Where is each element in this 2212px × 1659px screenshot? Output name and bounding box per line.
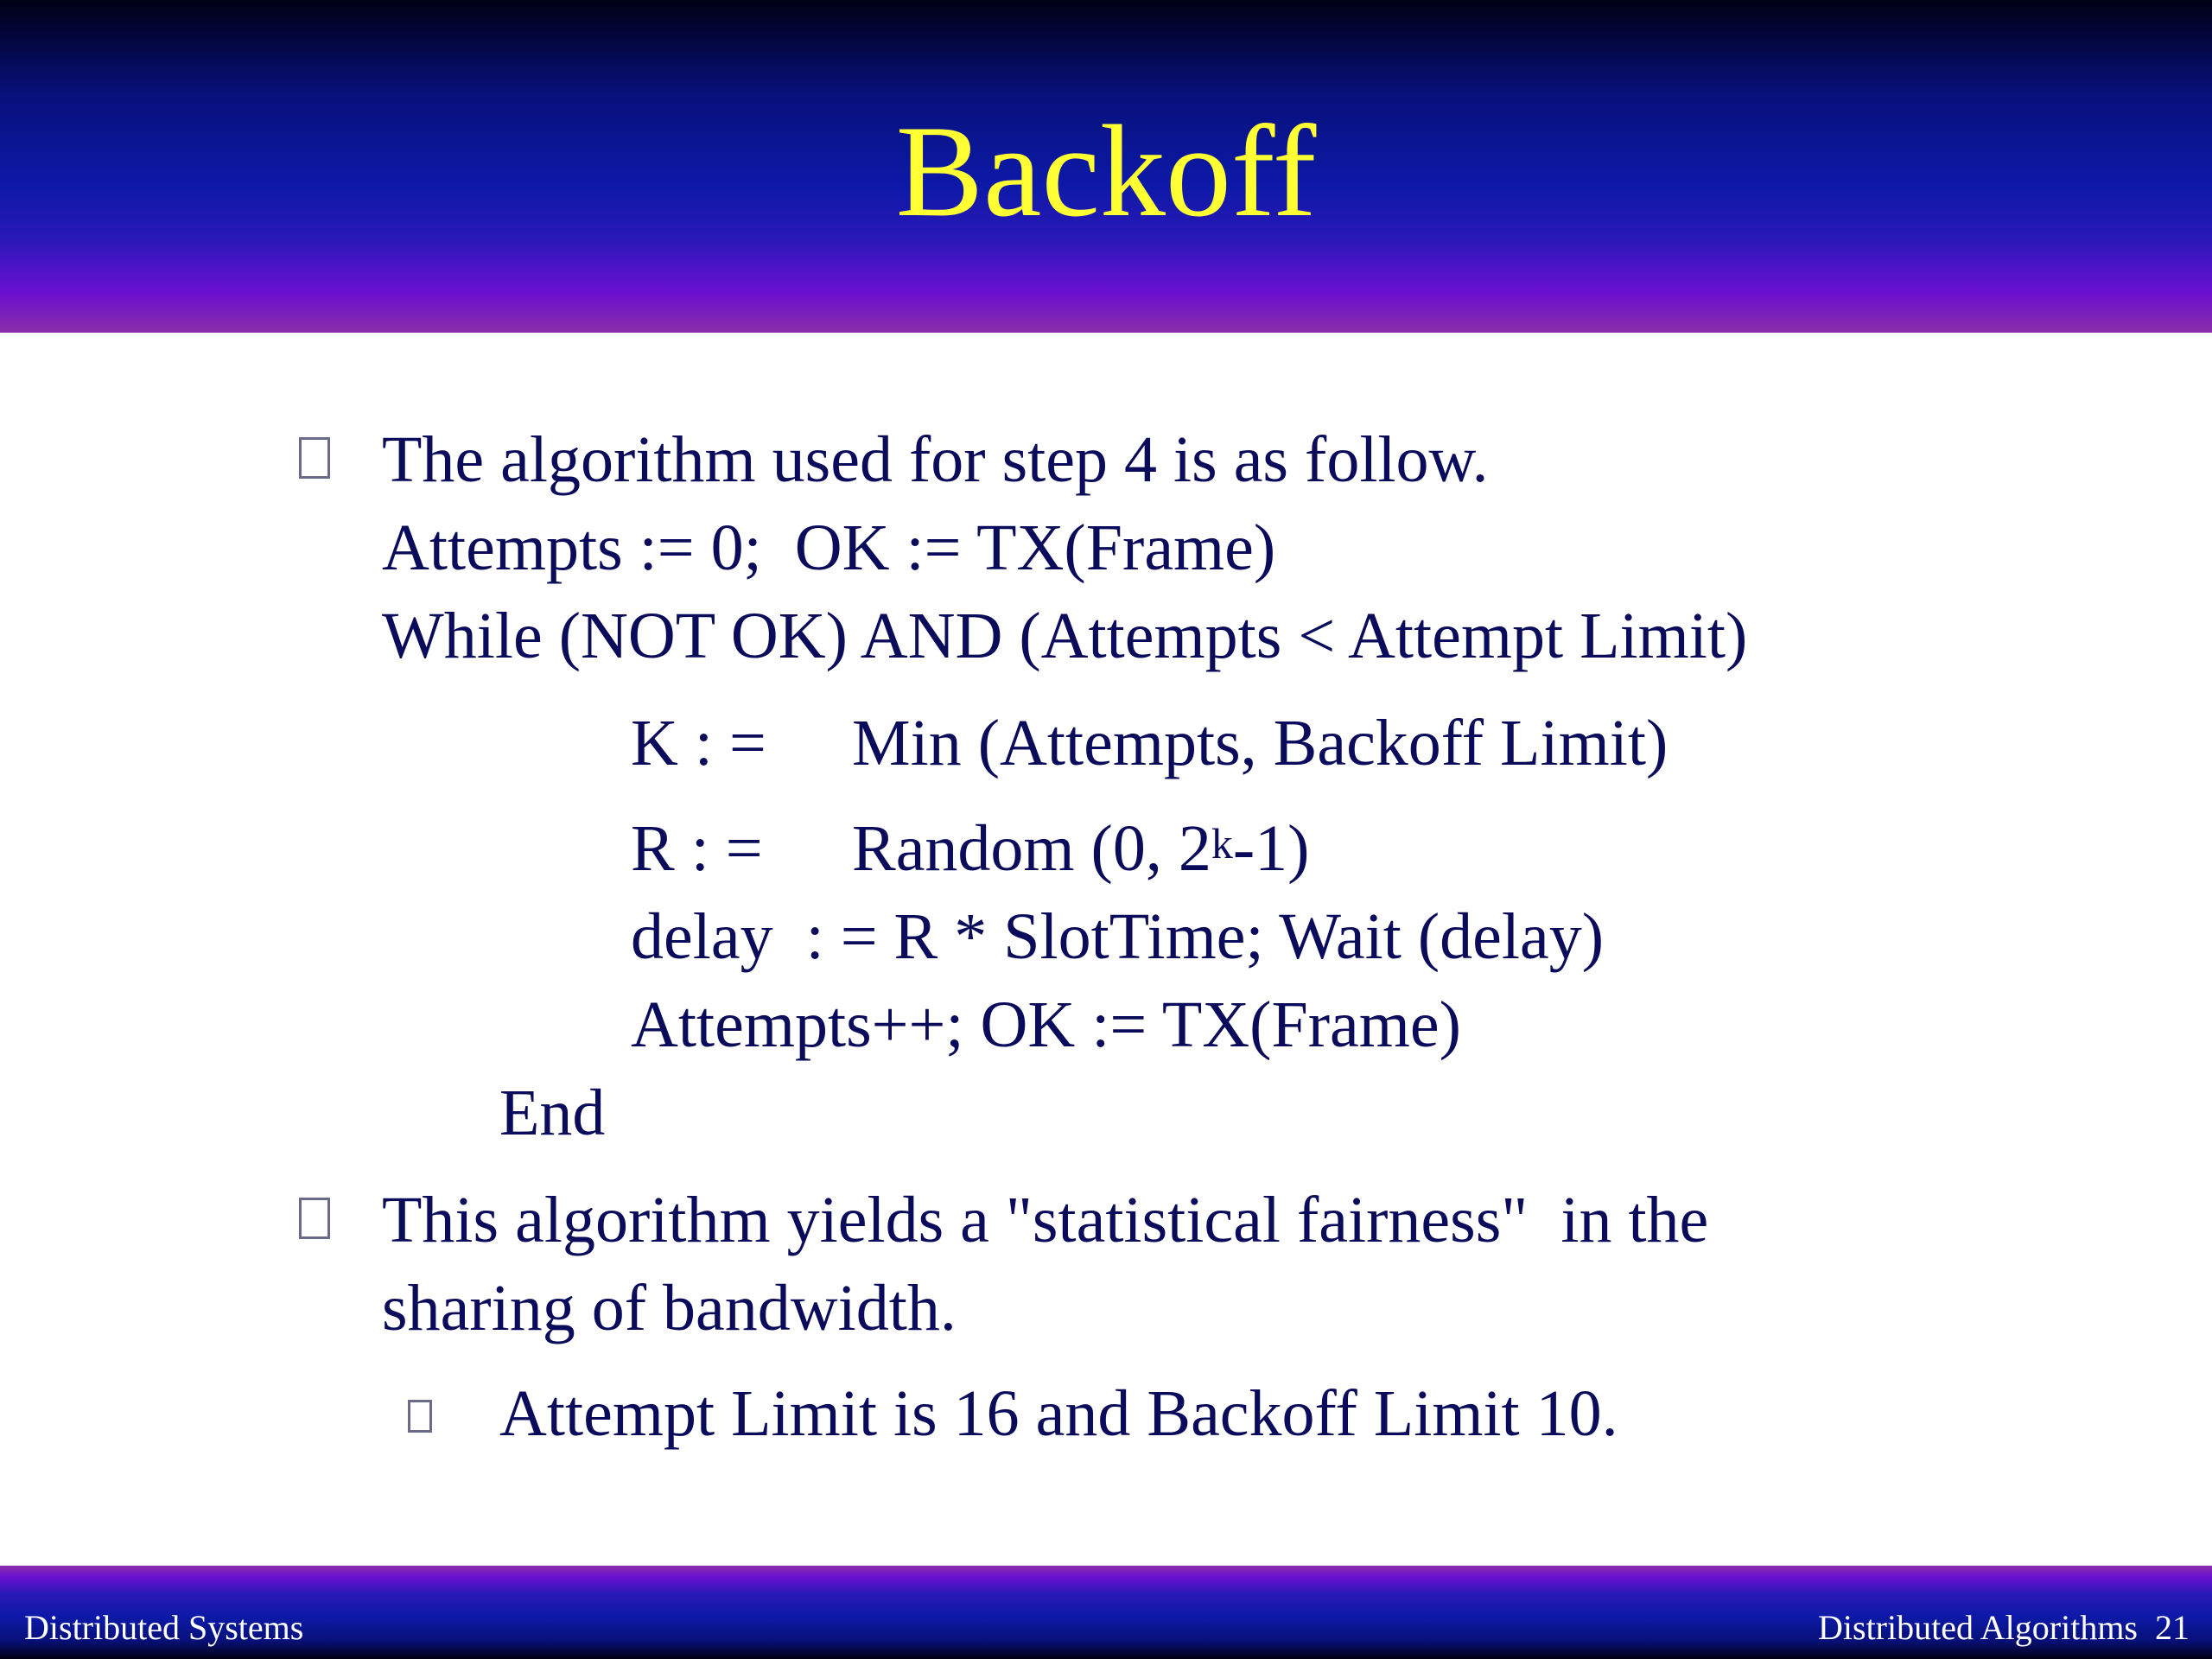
code-line-attempts-increment: Attempts++; OK := TX(Frame) [631, 988, 1461, 1061]
code-r-value-prefix: Random (0, 2 [852, 812, 1211, 885]
code-k-value: Min (Attempts, Backoff Limit) [852, 707, 1669, 779]
footer-right-label: Distributed Algorithms 21 [1818, 1608, 2190, 1647]
bullet-text-2-line-2: sharing of bandwidth. [382, 1272, 957, 1344]
slide-title: Backoff [895, 99, 1317, 244]
code-k-label: K : = [631, 707, 766, 779]
code-r-exponent: k [1211, 819, 1233, 868]
footer-left-label: Distributed Systems [24, 1608, 304, 1647]
sub-bullet-icon [408, 1400, 432, 1433]
bullet-icon [299, 437, 330, 479]
code-r-value-suffix: -1) [1232, 812, 1310, 885]
code-line-delay: delay : = R * SlotTime; Wait (delay) [631, 900, 1605, 973]
bullet-icon [299, 1198, 330, 1239]
code-r-value [852, 810, 1309, 887]
code-line-while: While (NOT OK) AND (Attempts < Attempt Limit) [382, 600, 1748, 672]
sub-bullet-text: Attempt Limit is 16 and Backoff Limit 10. [499, 1377, 1618, 1450]
bullet-text-1: The algorithm used for step 4 is as follow. [382, 423, 1489, 496]
code-line-attempts-init: Attempts := 0; OK := TX(Frame) [382, 512, 1276, 584]
code-line-end: End [499, 1077, 606, 1149]
code-r-label: R : = [631, 812, 763, 885]
bullet-text-2-line-1: This algorithm yields a "statistical fairness" in the [382, 1184, 1709, 1256]
